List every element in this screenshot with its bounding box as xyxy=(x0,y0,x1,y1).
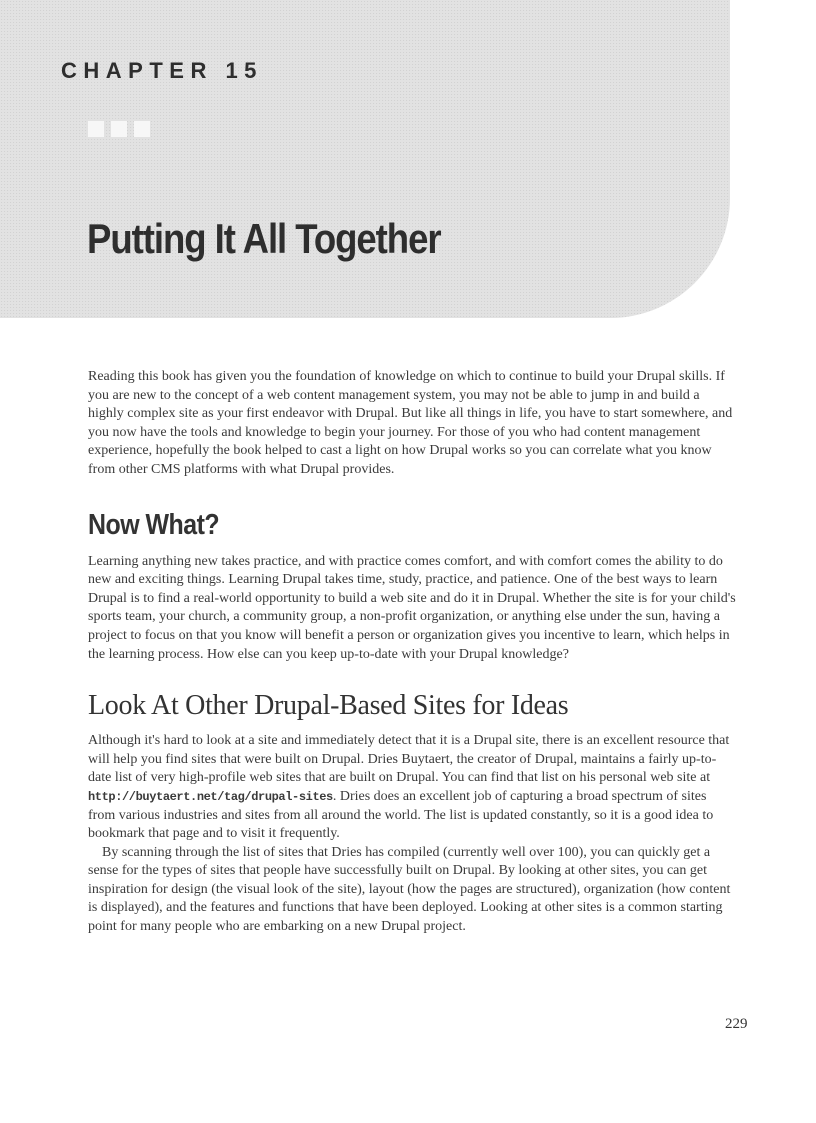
look-at-sites-paragraph-2: By scanning through the list of sites that Dries has compiled (currently well over 100), you can quickly get a sense for the types of sites that people have successfully built on Drupal. By looking at other sites, you can get inspiration for design (the visual look of the site), layout (how the pages are structured), organization (how content is displayed), and the features and functions that have been deployed. Looking at other sites is a common starting point for many people who are embarking on a new Drupal project. xyxy=(88,844,731,935)
decoration-square xyxy=(134,121,150,137)
look-at-sites-paragraph-1 xyxy=(88,732,736,844)
decoration-square xyxy=(111,121,127,137)
chapter-title: Putting It All Together xyxy=(87,215,441,262)
subsection-heading-look-at-sites: Look At Other Drupal-Based Sites for Ideas xyxy=(88,690,569,722)
now-what-paragraph: Learning anything new takes practice, and with practice comes comfort, and with comfort comes the ability to do new and exciting things. Learning Drupal takes time, study, practice, and patience. One of the best ways to learn Drupal is to find a real-world opportunity to build a web site and do it in Drupal. Whether the site is for your child's sports team, your church, a community group, a non-profit organization, or anything else under the sun, having a project to focus on that you know will benefit a person or organization gives you incentive to learn, which helps in the learning process. How else can you keep up-to-date with your Drupal knowledge? xyxy=(88,553,736,662)
paragraph-text: . Dries does an excellent job of capturing a broad spectrum of sites from various industries and sites from all around the world. The list is updated constantly, so it is a good idea to bookmark that page and to visit it frequently. xyxy=(88,788,714,842)
drupal-sites-url: http://buytaert.net/tag/drupal-sites xyxy=(88,789,333,804)
paragraph-text: Although it's hard to look at a site and immediately detect that it is a Drupal site, there is an excellent resource that will help you find sites that were built on Drupal. Dries Buytaert, the creator of Drupal, maintains a fairly up-to-date list of very high-profile web sites that are built on Drupal. You can find that list on his personal web site at xyxy=(88,733,730,786)
section-heading-now-what: Now What? xyxy=(88,508,220,541)
chapter-banner xyxy=(0,0,730,318)
chapter-label: CHAPTER 15 xyxy=(61,58,263,83)
page-number: 229 xyxy=(725,1016,748,1032)
intro-paragraph: Reading this book has given you the foundation of knowledge on which to continue to build your Drupal skills. If you are new to the concept of a web content management system, you may not be able to jump in and build a highly complex site as your first endeavor with Drupal. But like all things in life, you have to start somewhere, and you now have the tools and knowledge to begin your journey. For those of you who had content management experience, hopefully the book helped to cast a light on how Drupal works so you can correlate what you know from other CMS platforms with what Drupal provides. xyxy=(88,369,733,477)
chapter-decoration-squares xyxy=(88,121,150,137)
decoration-square xyxy=(88,121,104,137)
page-body xyxy=(88,368,736,937)
